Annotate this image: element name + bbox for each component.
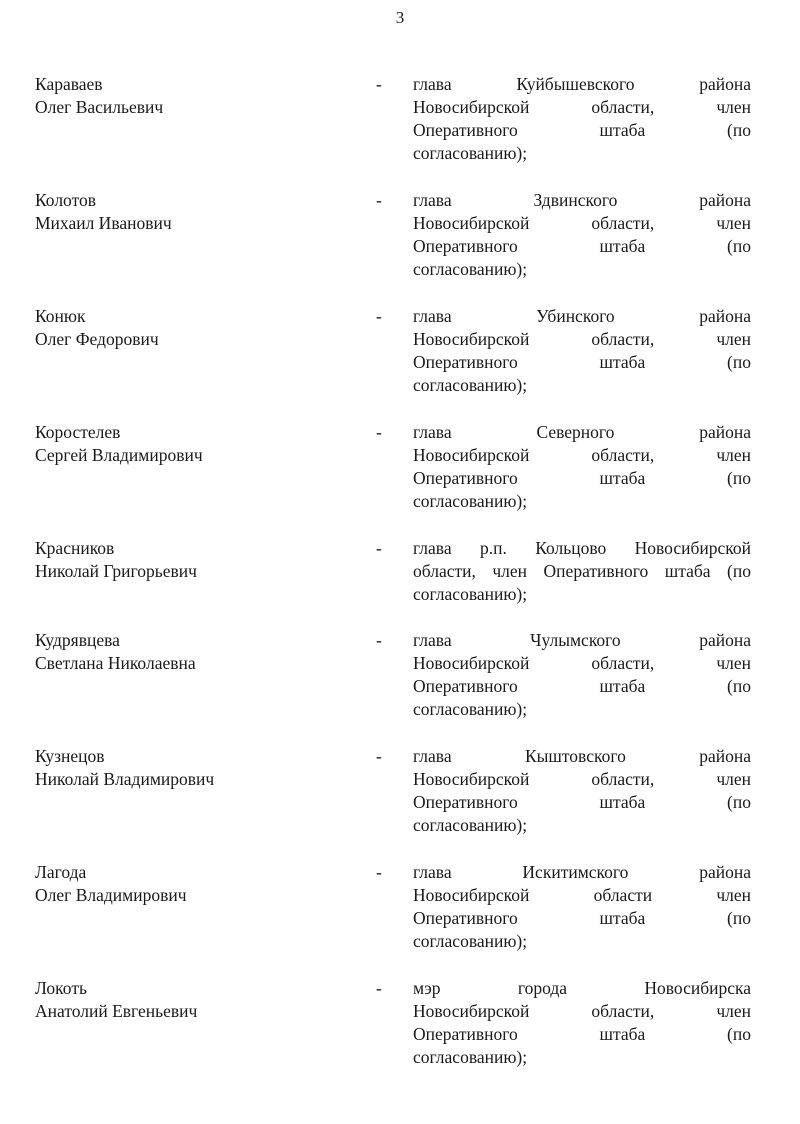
member-surname: Красников <box>35 538 115 558</box>
role-line: Новосибирской области член <box>413 885 751 905</box>
member-given-names: Анатолий Евгеньевич <box>35 1001 198 1021</box>
separator-dash: - <box>376 746 382 766</box>
role-line: области, член Оперативного штаба (по <box>413 561 751 581</box>
list-item <box>0 861 800 977</box>
list-item <box>0 977 800 1093</box>
role-line: согласованию); <box>413 259 528 279</box>
separator-dash: - <box>376 422 382 442</box>
member-role <box>413 305 751 397</box>
role-line: Оперативного штаба (по <box>413 792 751 812</box>
member-given-names: Олег Владимирович <box>35 885 187 905</box>
member-given-names: Светлана Николаевна <box>35 653 196 673</box>
member-surname: Локоть <box>35 978 87 998</box>
role-line: Новосибирской области, член <box>413 97 751 117</box>
member-given-names: Сергей Владимирович <box>35 445 203 465</box>
list-item <box>0 537 800 629</box>
member-role <box>413 73 751 165</box>
member-surname: Кузнецов <box>35 746 105 766</box>
role-line: глава Искитимского района <box>413 862 751 882</box>
member-surname: Лагода <box>35 862 87 882</box>
member-role <box>413 537 751 606</box>
role-line: согласованию); <box>413 375 528 395</box>
member-name <box>35 73 355 119</box>
member-name <box>35 629 355 675</box>
member-role <box>413 189 751 281</box>
member-role <box>413 861 751 953</box>
role-line: Новосибирской области, член <box>413 329 751 349</box>
member-surname: Конюк <box>35 306 86 326</box>
separator-dash: - <box>376 306 382 326</box>
role-line: Новосибирской области, член <box>413 213 751 233</box>
role-line: Оперативного штаба (по <box>413 908 751 928</box>
page-number: 3 <box>395 8 405 27</box>
role-line: согласованию); <box>413 143 528 163</box>
list-item <box>0 73 800 189</box>
member-surname: Караваев <box>35 74 103 94</box>
member-role <box>413 421 751 513</box>
role-line: согласованию); <box>413 1047 528 1067</box>
separator-dash: - <box>376 630 382 650</box>
member-given-names: Олег Васильевич <box>35 97 164 117</box>
member-role <box>413 745 751 837</box>
member-name <box>35 745 355 791</box>
list-item <box>0 629 800 745</box>
role-line: Оперативного штаба (по <box>413 120 751 140</box>
role-line: Оперативного штаба (по <box>413 236 751 256</box>
list-item <box>0 745 800 861</box>
member-surname: Коростелев <box>35 422 121 442</box>
member-given-names: Михаил Иванович <box>35 213 172 233</box>
member-surname: Колотов <box>35 190 97 210</box>
member-name <box>35 305 355 351</box>
role-line: Новосибирской области, член <box>413 445 751 465</box>
list-item <box>0 189 800 305</box>
list-item <box>0 305 800 421</box>
role-line: глава Куйбышевского района <box>413 74 751 94</box>
separator-dash: - <box>376 538 382 558</box>
member-name <box>35 189 355 235</box>
separator-dash: - <box>376 978 382 998</box>
role-line: Оперативного штаба (по <box>413 676 751 696</box>
member-given-names: Николай Григорьевич <box>35 561 197 581</box>
role-line: согласованию); <box>413 491 528 511</box>
role-line: Оперативного штаба (по <box>413 1024 751 1044</box>
list-item <box>0 421 800 537</box>
member-given-names: Николай Владимирович <box>35 769 215 789</box>
member-name <box>35 977 355 1023</box>
role-line: глава р.п. Кольцово Новосибирской <box>413 538 751 558</box>
separator-dash: - <box>376 862 382 882</box>
role-line: Оперативного штаба (по <box>413 352 751 372</box>
separator-dash: - <box>376 74 382 94</box>
role-line: глава Кыштовского района <box>413 746 751 766</box>
separator-dash: - <box>376 190 382 210</box>
member-role <box>413 629 751 721</box>
role-line: мэр города Новосибирска <box>413 978 751 998</box>
role-line: Новосибирской области, член <box>413 653 751 673</box>
member-role <box>413 977 751 1069</box>
member-given-names: Олег Федорович <box>35 329 159 349</box>
role-line: Оперативного штаба (по <box>413 468 751 488</box>
role-line: глава Здвинского района <box>413 190 751 210</box>
role-line: Новосибирской области, член <box>413 1001 751 1021</box>
member-name <box>35 421 355 467</box>
member-name <box>35 861 355 907</box>
member-surname: Кудрявцева <box>35 630 120 650</box>
role-line: глава Убинского района <box>413 306 751 326</box>
staff-member-list <box>0 73 800 1093</box>
role-line: глава Северного района <box>413 422 751 442</box>
role-line: Новосибирской области, член <box>413 769 751 789</box>
role-line: согласованию); <box>413 931 528 951</box>
role-line: согласованию); <box>413 584 528 604</box>
member-name <box>35 537 355 583</box>
role-line: глава Чулымского района <box>413 630 751 650</box>
role-line: согласованию); <box>413 699 528 719</box>
role-line: согласованию); <box>413 815 528 835</box>
